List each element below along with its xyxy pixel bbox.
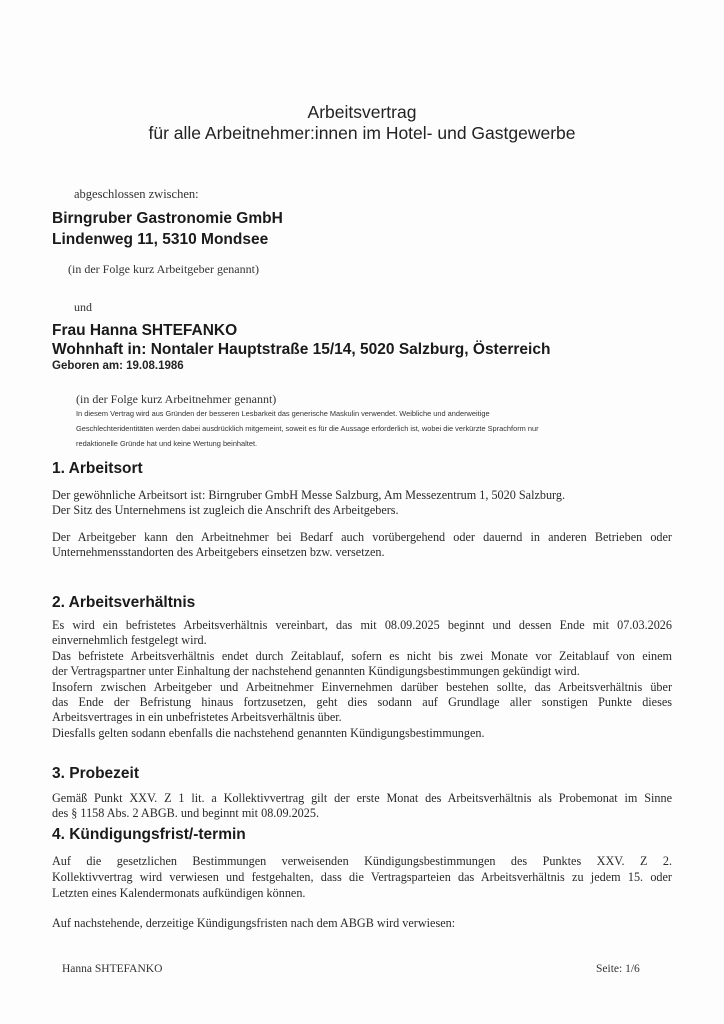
paragraph-line: Letzten eines Kalendermonats aufkündigen können. — [52, 886, 306, 900]
employer-address: Lindenweg 11, 5310 Mondsee — [52, 231, 269, 248]
paragraph-line: Der gewöhnliche Arbeitsort ist: Birngruber GmbH Messe Salzburg, Am Messezentrum 1, 5020 Salzburg. — [52, 488, 566, 502]
gender-note-line: redaktionelle Gründe hat und keine Wertung beinhaltet. — [76, 439, 258, 448]
gender-note-line: Geschlechteridentitäten werden dabei ausdrücklich mitgemeint, soweit es für die Aussage erforderlich ist, wobei die verkürzte Sprachform nur — [76, 424, 539, 433]
employer-name: Birngruber Gastronomie GmbH — [52, 210, 283, 227]
and-text: und — [74, 300, 92, 314]
document-subtitle: für alle Arbeitnehmer:innen im Hotel- und Gastgewerbe — [148, 123, 576, 143]
paragraph-line: der Vertragspartner unter Einhaltung der nachstehend genannten Kündigungsbestimmungen gekündigt wird. — [52, 664, 580, 678]
footer-name: Hanna SHTEFANKO — [62, 963, 163, 975]
paragraph-line: Der Sitz des Unternehmens ist zugleich die Anschrift des Arbeitgebers. — [52, 503, 399, 517]
paragraph-line: Das befristete Arbeitsverhältnis endet durch Zeitablauf, sofern es nicht bis zwei Monate vor Zeitablauf von einem — [52, 649, 672, 663]
gender-note-line: In diesem Vertrag wird aus Gründen der besseren Lesbarkeit das generische Maskulin verwendet. Weibliche und anderweitige — [76, 409, 490, 418]
section-heading-arbeitsverhaeltnis: 2. Arbeitsverhältnis — [52, 594, 196, 611]
document-title: Arbeitsvertrag — [307, 102, 417, 122]
paragraph-line: Insofern zwischen Arbeitgeber und Arbeitnehmer Einvernehmen darüber bestehen sollte, das Arbeitsverhältnis über — [52, 680, 672, 694]
paragraph-line: Diesfalls gelten sodann ebenfalls die nachstehend genannten Kündigungsbestimmungen. — [52, 726, 485, 740]
paragraph-line: Unternehmensstandorten des Arbeitgebers einsetzen bzw. versetzen. — [52, 545, 385, 559]
paragraph-line: einvernehmlich festgelegt wird. — [52, 633, 207, 647]
paragraph-line: Auf nachstehende, derzeitige Kündigungsfristen nach dem ABGB wird verwiesen: — [52, 916, 456, 930]
paragraph-line: des § 1158 Abs. 2 ABGB. und beginnt mit 08.09.2025. — [52, 806, 320, 820]
paragraph-line: Es wird ein befristetes Arbeitsverhältnis vereinbart, das mit 08.09.2025 beginnt und dessen Ende mit 07.03.2026 — [52, 618, 672, 632]
employee-address: Wohnhaft in: Nontaler Hauptstraße 15/14, 5020 Salzburg, Österreich — [52, 341, 551, 358]
section-heading-probezeit: 3. Probezeit — [52, 765, 139, 782]
paragraph-line: Gemäß Punkt XXV. Z 1 lit. a Kollektivvertrag gilt der erste Monat des Arbeitsverhältnis als Probemonat im Sinne — [52, 791, 672, 805]
employee-birthdate: Geboren am: 19.08.1986 — [52, 360, 184, 372]
paragraph-line: Der Arbeitgeber kann den Arbeitnehmer bei Bedarf auch vorübergehend oder dauernd in anderen Betrieben oder — [52, 530, 672, 544]
footer-page-number: Seite: 1/6 — [596, 963, 640, 975]
employee-name: Frau Hanna SHTEFANKO — [52, 322, 238, 339]
paragraph-line: das Ende der Befristung hinaus fortzusetzen, geht dies sodann auf Grundlage aller sonstigen Punkte dieses — [52, 695, 672, 709]
paragraph-line: Auf die gesetzlichen Bestimmungen verweisenden Kündigungsbestimmungen des Punktes XXV. Z 2. — [52, 854, 672, 868]
employee-note: (in der Folge kurz Arbeitnehmer genannt) — [76, 392, 277, 406]
paragraph-line: Kollektivvertrag wird verwiesen und festgehalten, dass die Vertragsparteien das Arbeitsverhältnis zu jedem 15. oder — [52, 870, 672, 884]
employer-note: (in der Folge kurz Arbeitgeber genannt) — [68, 262, 259, 276]
paragraph-line: Arbeitsvertrages in ein unbefristetes Arbeitsverhältnis über. — [52, 710, 342, 724]
section-heading-kuendigungsfrist: 4. Kündigungsfrist/-termin — [52, 826, 246, 843]
concluded-between-text: abgeschlossen zwischen: — [74, 187, 199, 201]
section-heading-arbeitsort: 1. Arbeitsort — [52, 460, 143, 477]
